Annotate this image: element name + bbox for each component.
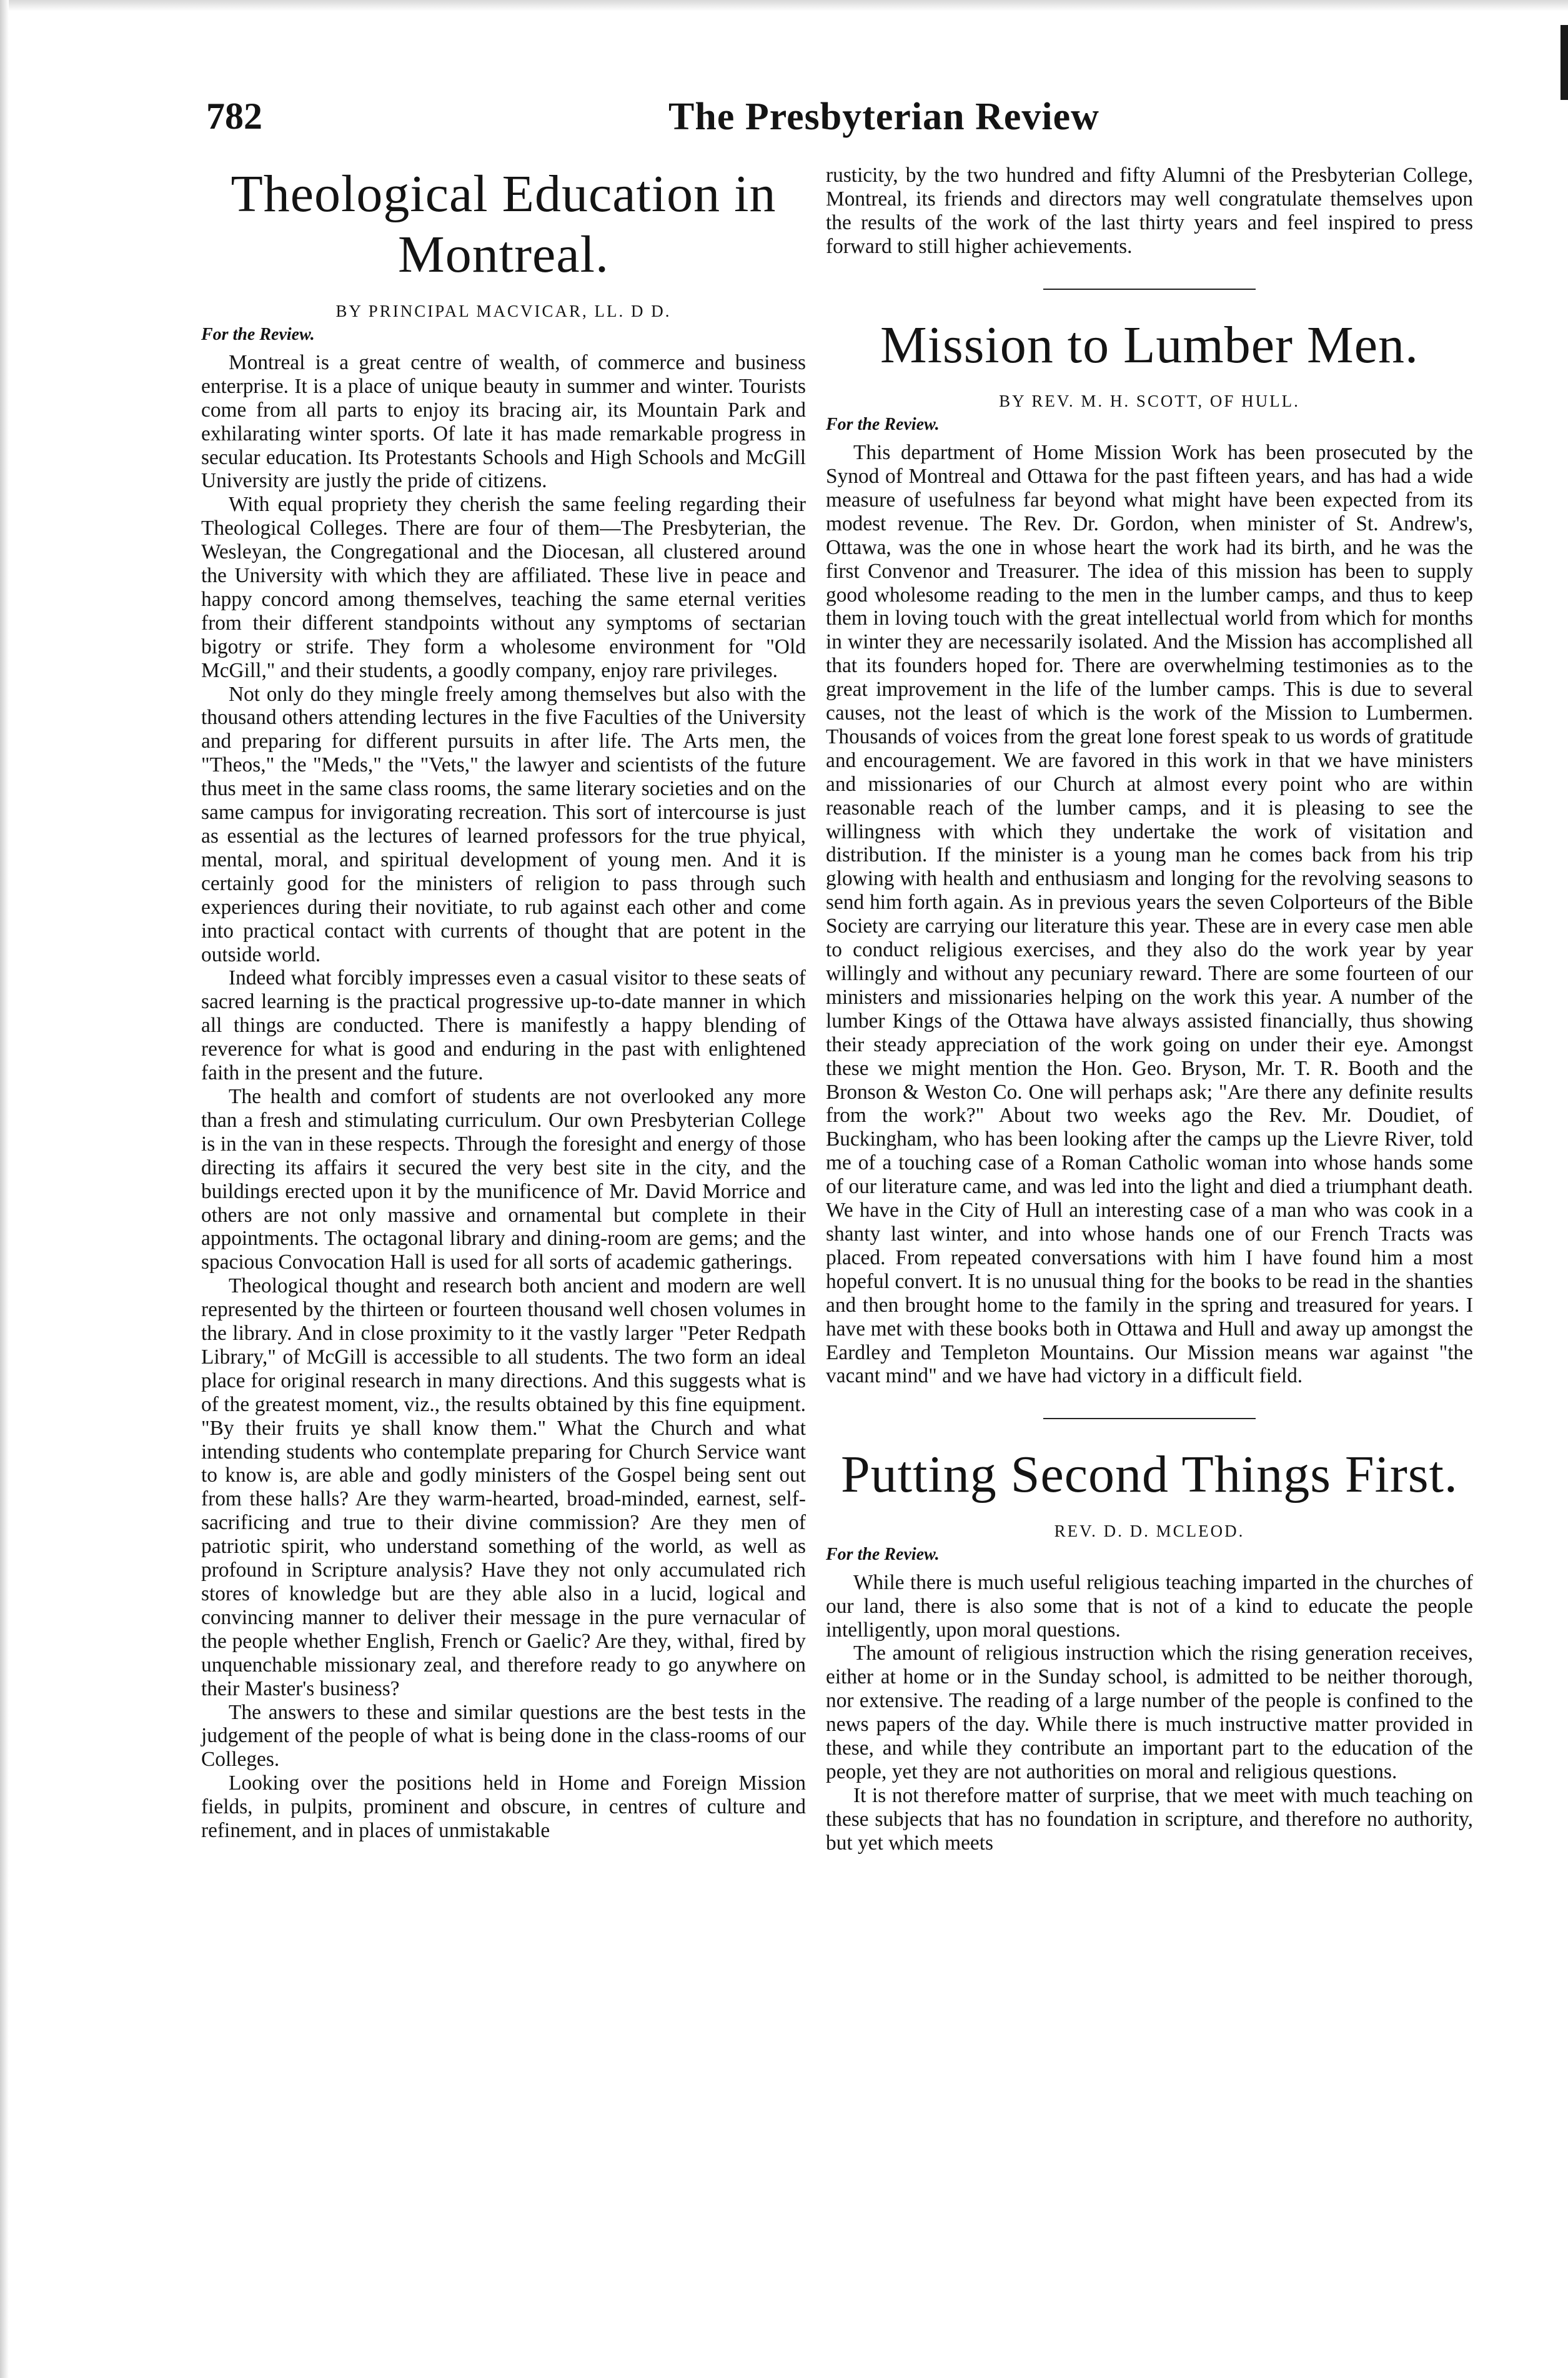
running-header	[206, 95, 1456, 151]
section-divider	[1043, 1418, 1256, 1419]
article-putting-second-things-first	[826, 1444, 1473, 1855]
right-column	[826, 164, 1473, 2350]
paragraph: The amount of religious instruction which the rising generation receives, either at home or in the Sunday school, is admitted to be neither thorough, nor extensive. The reading of a large number of the people is confined to the news papers of the day. While there is much instructive matter provided in these, and while they contribute an important part to the education of the people, yet they are not authorities on moral and religious questions.	[826, 1642, 1473, 1783]
scan-edge-right	[1561, 25, 1568, 100]
page-number: 782	[206, 96, 262, 137]
paragraph: With equal propriety they cherish the same feeling regarding their Theological Colleges. There are four of them—The Presbyterian, the Wesleyan, the Congregational and the Diocesan, all clustered around the University with which they are affiliated. These live in peace and happy concord among themselves, teaching the same eternal verities from their different standpoints without any symptoms of sectarian bigotry or strife. They form a wholesome environment for "Old McGill," and their students, a goodly company, enjoy rare privileges.	[201, 493, 806, 682]
paragraph: While there is much useful religious teaching imparted in the churches of our land, there is also some that is not of a kind to educate the people intelligently, upon moral questions.	[826, 1570, 1473, 1642]
paragraph: It is not therefore matter of surprise, that we meet with much teaching on these subjects that has no foundation in scripture, and therefore no authority, but yet which meets	[826, 1783, 1473, 1855]
article-byline: REV. D. D. MCLEOD.	[1054, 1521, 1245, 1540]
journal-title: The Presbyterian Review	[668, 96, 1099, 138]
article-title-line-1: Theological Education in	[231, 165, 777, 223]
article-title	[201, 164, 806, 285]
paragraph: Montreal is a great centre of wealth, of commerce and business enterprise. It is a place of unique beauty in summer and winter. Tourists come from all parts to enjoy its bracing air, its Mountain Park and exhilarating winter sports. Of late it has made remarkable progress in secular education. Its Protestants Schools and High Schools and McGill University are justly the pride of citizens.	[201, 350, 806, 493]
article-continuation: rusticity, by the two hundred and fifty Alumni of the Presbyterian College, Montreal, its friends and directors may well congratulate themselves upon the results of the work of the last thirty years and feel inspired to press forward to still higher achievements.	[826, 164, 1473, 258]
paragraph: Theological thought and research both ancient and modern are well represented by the thirteen or fourteen thousand well chosen volumes in the library. And in close proximity to it the vastly larger "Peter Redpath Library," of McGill is accessible to all students. The two form an ideal place for original research in many directions. And this suggests what is of the greatest moment, viz., the results obtained by this fine equipment. "By their fruits ye shall know them." What the Church and what intending students who contemplate preparing for Church Service want to know is, are able and godly ministers of the Gospel being sent out from these halls? Are they warm-hearted, broad-minded, earnest, self-sacrificing and true to their divine commission? Are they men of patriotic spirit, who understand something of the world, as well as profound in Scripture analysis? Have they not only accumulated rich stores of knowledge but are they able also in a lucid, logical and convincing manner to deliver their message in the pure vernacular of the people whether English, French or Gaelic? Are they, withal, fired by unquenchable missionary zeal, and therefore ready to go anywhere on their Master's business?	[201, 1274, 806, 1700]
article-byline: BY REV. M. H. SCOTT, OF HULL.	[999, 392, 1300, 411]
left-column	[201, 164, 806, 2350]
paragraph: Indeed what forcibly impresses even a casual visitor to these seats of sacred learning is the practical progressive up-to-date manner in which all things are conducted. There is manifestly a happy blending of reverence for what is good and enduring in the past with enlightened faith in the present and the future.	[201, 966, 806, 1085]
paragraph: Not only do they mingle freely among themselves but also with the thousand others attending lectures in the five Faculties of the University and preparing for different pursuits in after life. The Arts men, the "Theos," the "Meds," the "Vets," the lawyer and scientists of the future thus meet in the same class rooms, the same literary societies and on the same campus for invigorating recreation. This sort of intercourse is just as essential as the lectures of learned professors for the true phyical, mental, moral, and spiritual development of young men. And it is certainly good for the ministers of religion to pass through such experiences during their novitiate, to rub against each other and come into practical contact with currents of thought that are potent in the outside world.	[201, 682, 806, 966]
for-review-note: For the Review.	[826, 1544, 940, 1564]
article-mission-to-lumber-men	[826, 315, 1473, 1389]
article-title: Putting Second Things First.	[841, 1445, 1458, 1504]
for-review-note: For the Review.	[826, 415, 940, 435]
paragraph: The answers to these and similar questions are the best tests in the judgement of the people of what is being done in the class-rooms of our Colleges.	[201, 1700, 806, 1771]
article-title-line-2: Montreal.	[398, 225, 609, 284]
scan-edge-top	[0, 0, 1568, 11]
scan-edge-left	[0, 0, 9, 2378]
section-divider	[1043, 289, 1256, 290]
article-title: Mission to Lumber Men.	[880, 315, 1419, 374]
paragraph: Looking over the positions held in Home and Foreign Mission fields, in pulpits, prominent and obscure, in centres of culture and refinement, and in places of unmistakable	[201, 1771, 806, 1843]
article-theological-education	[201, 164, 806, 1843]
for-review-note: For the Review.	[201, 324, 315, 344]
paragraph: The health and comfort of students are not overlooked any more than a fresh and stimulating curriculum. Our own Presbyterian College is in the van in these respects. Through the foresight and energy of those directing its affairs it secured the very best site in the city, and the buildings erected upon it by the munificence of Mr. David Morrice and others are not only massive and ornamental but complete in their appointments. The octagonal library and dining-room are gems; and the spacious Convocation Hall is used for all sorts of academic gatherings.	[201, 1084, 806, 1274]
article-byline: BY PRINCIPAL MACVICAR, LL. D D.	[335, 301, 672, 320]
paragraph: This department of Home Mission Work has been prosecuted by the Synod of Montreal and Ottawa for the past fifteen years, and has had a wide measure of usefulness far beyond what might have been expected from its modest revenue. The Rev. Dr. Gordon, when minister of St. Andrew's, Ottawa, was the one in whose heart the work had its birth, and he was the first Convenor and Treasurer. The idea of this mission has been to supply good wholesome reading to the men in the lumber camps, and thus to keep them in loving touch with the great intellectual world from which for months in winter they are necessarily isolated. And the Mission has accomplished all that its founders hoped for. There are overwhelming testimonies as to the great improvement in the life of the lumber camps. This is due to several causes, not the least of which is the work of the Mission to Lumbermen. Thousands of voices from the great lone forest speak to us words of gratitude and encouragement. We are favored in this work in that we have ministers and missionaries of our Church at almost every point who are within reasonable reach of the lumber camps, and it is pleasing to see the willingness with which they undertake the work of visitation and distribution. If the minister is a young man he comes back from his trip glowing with health and enthusiasm and longing for the revolving seasons to send him forth again. As in previous years the seven Colporteurs of the Bible Society are carrying our literature this year. These are in every case men able to conduct religious exercises, and they also do the work year by year willingly and without any pecuniary reward. There are some fourteen of our ministers and missionaries helping on the work this year. A number of the lumber Kings of the Ottawa have always assisted financially, thus showing their steady appreciation of the work going on under their eye. Amongst these we might mention the Hon. Geo. Bryson, Mr. T. R. Booth and the Bronson & Weston Co. One will perhaps ask; "Are there any definite results from the work?" About two weeks ago the Rev. Mr. Doudiet, of Buckingham, who has been looking after the camps up the Lievre River, told me of a touching case of a Roman Catholic woman into whose hands some of our literature came, and was led into the light and died a triumphant death. We have in the City of Hull an interesting case of a man who was cook in a shanty last winter, and into whose hands one of our French Tracts was placed. From repeated conversations with him I have found him a most hopeful convert. It is no unusual thing for the books to be read in the shanties and then brought home to the family in the spring and treasured for years. I have met with these books both in Ottawa and Hull and away up amongst the Eardley and Templeton Mountains. Our Mission means war against "the vacant mind" and we have had victory in a difficult field.	[826, 441, 1473, 1388]
